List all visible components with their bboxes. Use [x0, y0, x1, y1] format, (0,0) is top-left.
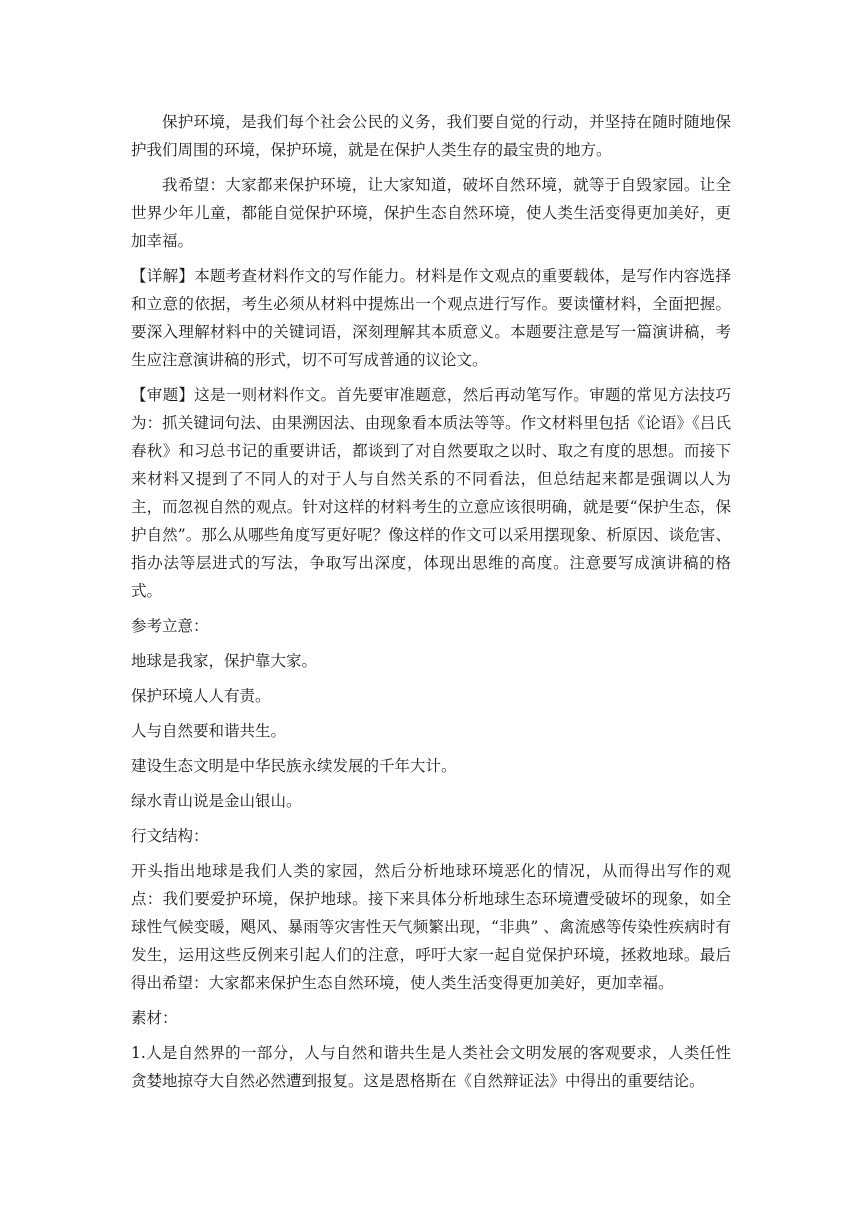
- structure-paragraph: 开头指出地球是我们人类的家园，然后分析地球环境恶化的情况，从而得出写作的观点：我们要爱护环境，保护地球。接下来具体分析地球生态环境遭受破坏的现象，如全球性气候变暖，飓风、暴雨等灾害性天气频繁出现，“非典” 、禽流感等传染性疾病时有发生，运用这些反例来引起人们的注意，呼吁大家一起自觉保护环境，拯救地球。最后得出希望：大家都来保护生态自然环境，使人类生活变得更加美好，更加幸福。: [131, 862, 731, 992]
- paragraph-hope: 我希望：大家都来保护环境，让大家知道，破坏自然环境，就等于自毁家园。让全世界少年儿童，都能自觉保护环境，保护生态自然环境，使人类生活变得更加美好，更加幸福。: [131, 176, 731, 250]
- paragraph-review: [131, 381, 731, 605]
- material-item-1: 1.人是自然界的一部分，人与自然和谐共生是人类社会文明发展的客观要求，人类任性贪婪地掠夺大自然必然遭到报复。这是恩格斯在《自然辩证法》中得出的重要结论。: [131, 1044, 731, 1090]
- reference-item: 地球是我家，保护靠大家。: [131, 652, 318, 670]
- reference-item: 保护环境人人有责。: [131, 687, 271, 705]
- structure-heading: 行文结构：: [131, 827, 209, 845]
- paragraph-detail: [131, 262, 731, 374]
- review-label: 【审题】: [131, 386, 195, 404]
- document-page: [131, 108, 731, 1102]
- material-heading: 素材：: [131, 1009, 178, 1027]
- detail-text: 本题考查材料作文的写作能力。材料是作文观点的重要载体，是写作内容选择和立意的依据，考生必须从材料中提炼出一个观点进行写作。要读懂材料，全面把握。要深入理解材料中的关键词语，深刻理解其本质意义。本题要注意是写一篇演讲稿，考生应注意演讲稿的形式，切不可写成普通的议论文。: [131, 267, 731, 369]
- reference-item: 绿水青山说是金山银山。: [131, 792, 302, 810]
- reference-item: 建设生态文明是中华民族永续发展的千年大计。: [131, 757, 457, 775]
- reference-heading: 参考立意：: [131, 617, 209, 635]
- detail-label: 【详解】: [131, 267, 195, 285]
- reference-item: 人与自然要和谐共生。: [131, 722, 287, 740]
- paragraph-protect-environment: 保护环境，是我们每个社会公民的义务，我们要自觉的行动，并坚持在随时随地保护我们周围的环境，保护环境，就是在保护人类生存的最宝贵的地方。: [131, 113, 731, 159]
- review-text: 这是一则材料作文。首先要审准题意，然后再动笔写作。审题的常见方法技巧为：抓关键词句法、由果溯因法、由现象看本质法等等。作文材料里包括《论语》《吕氏春秋》和习总书记的重要讲话，都谈到了对自然要取之以时、取之有度的思想。而接下来材料又提到了不同人的对于人与自然关系的不同看法，但总结起来都是强调以人为主，而忽视自然的观点。针对这样的材料考生的立意应该很明确，就是要“保护生态，保护自然”。那么从哪些角度写更好呢？像这样的作文可以采用摆现象、析原因、谈危害、指办法等层进式的写法，争取写出深度，体现出思维的高度。注意要写成演讲稿的格式。: [131, 386, 731, 600]
